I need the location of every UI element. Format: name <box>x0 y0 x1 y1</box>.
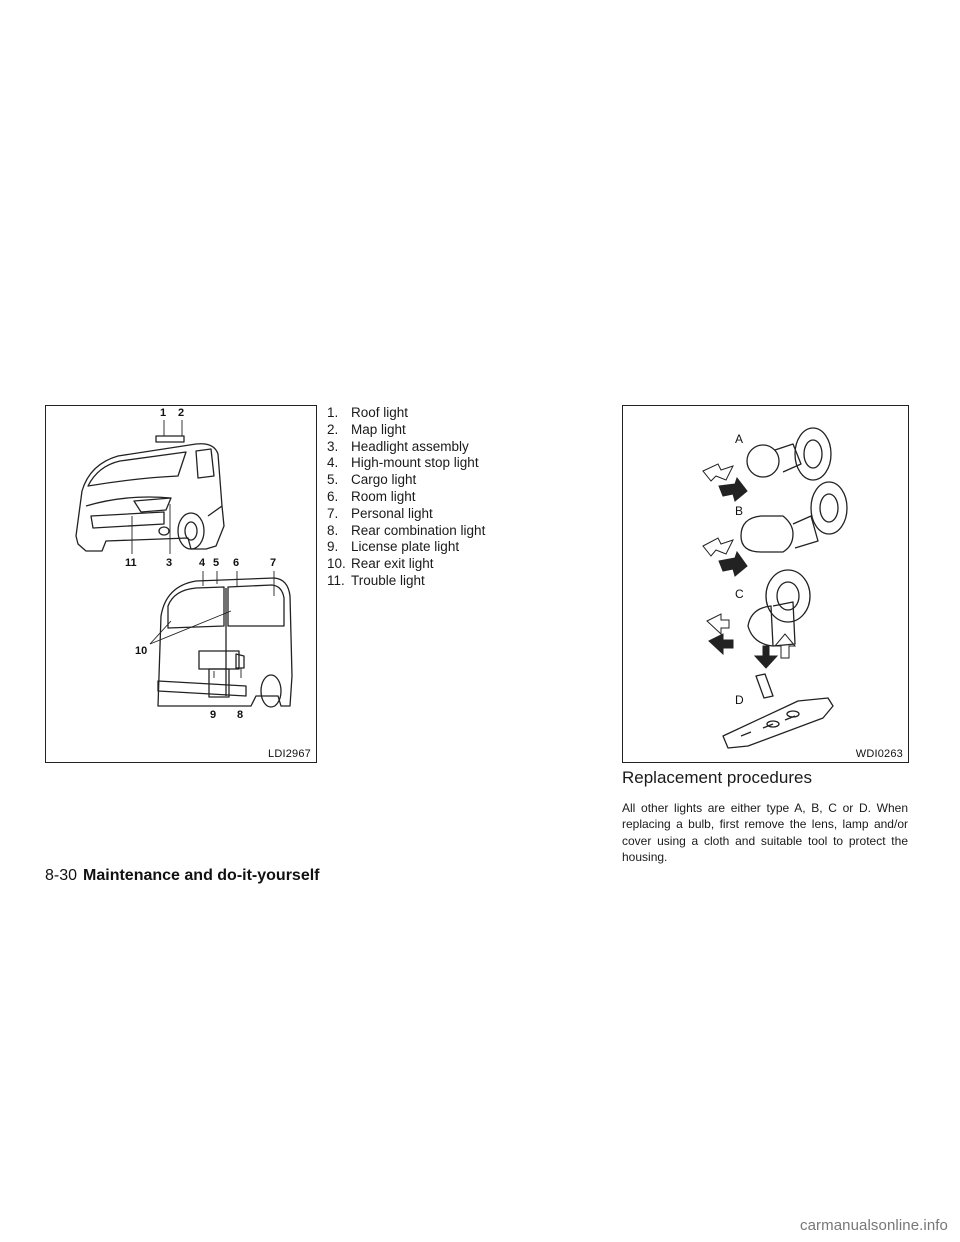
callout-11: 11 <box>125 557 137 569</box>
callout-1: 1 <box>160 407 167 419</box>
callout-7: 7 <box>270 557 277 569</box>
legend-item: 1. Roof light <box>327 405 409 420</box>
page-number: 8-30 <box>45 867 78 884</box>
bulb-types-figure <box>622 405 909 763</box>
bulb-label-d: D <box>735 693 744 707</box>
legend-item: 2. Map light <box>327 421 406 437</box>
vehicle-light-locations-figure <box>45 405 317 763</box>
legend-item: 10. Rear exit light <box>327 556 434 572</box>
bulb-label-c: C <box>735 587 744 601</box>
callout-9: 9 <box>210 709 217 721</box>
figure-code-right: WDI0263 <box>855 748 903 760</box>
callout-3: 3 <box>166 557 173 569</box>
light-legend-list <box>327 405 485 590</box>
callout-8: 8 <box>237 709 244 721</box>
watermark: carmanualsonline.info <box>799 1217 948 1234</box>
callout-4: 4 <box>199 557 206 569</box>
legend-item: 4. High-mount stop light <box>327 455 479 471</box>
legend-item: 8. Rear combination light <box>327 522 486 538</box>
callout-2: 2 <box>178 407 185 419</box>
legend-item: 9. License plate light <box>327 539 460 555</box>
page-footer <box>45 867 320 885</box>
legend-item: 11. Trouble light <box>327 572 425 588</box>
bulb-label-b: B <box>735 504 744 518</box>
legend-item: 3. Headlight assembly <box>327 438 469 454</box>
bulb-replacement-illustration <box>623 406 908 762</box>
callout-5: 5 <box>213 557 220 569</box>
legend-item: 5. Cargo light <box>327 472 417 488</box>
section-body: All other lights are either type A, B, C or D. When replacing a bulb, first remove the lens, lamp and/or cover using a cloth and suitable tool to protect the housing. <box>622 801 908 864</box>
legend-item: 7. Personal light <box>327 505 433 521</box>
van-diagram-illustration <box>46 406 316 762</box>
callout-10: 10 <box>135 645 148 657</box>
footer-section-name: Maintenance and do-it-yourself <box>83 867 320 884</box>
legend-item: 6. Room light <box>327 488 416 504</box>
figure-code-left: LDI2967 <box>268 748 311 760</box>
callout-6: 6 <box>233 557 240 569</box>
section-title: Replacement procedures <box>622 768 812 787</box>
bulb-label-a: A <box>735 432 744 446</box>
